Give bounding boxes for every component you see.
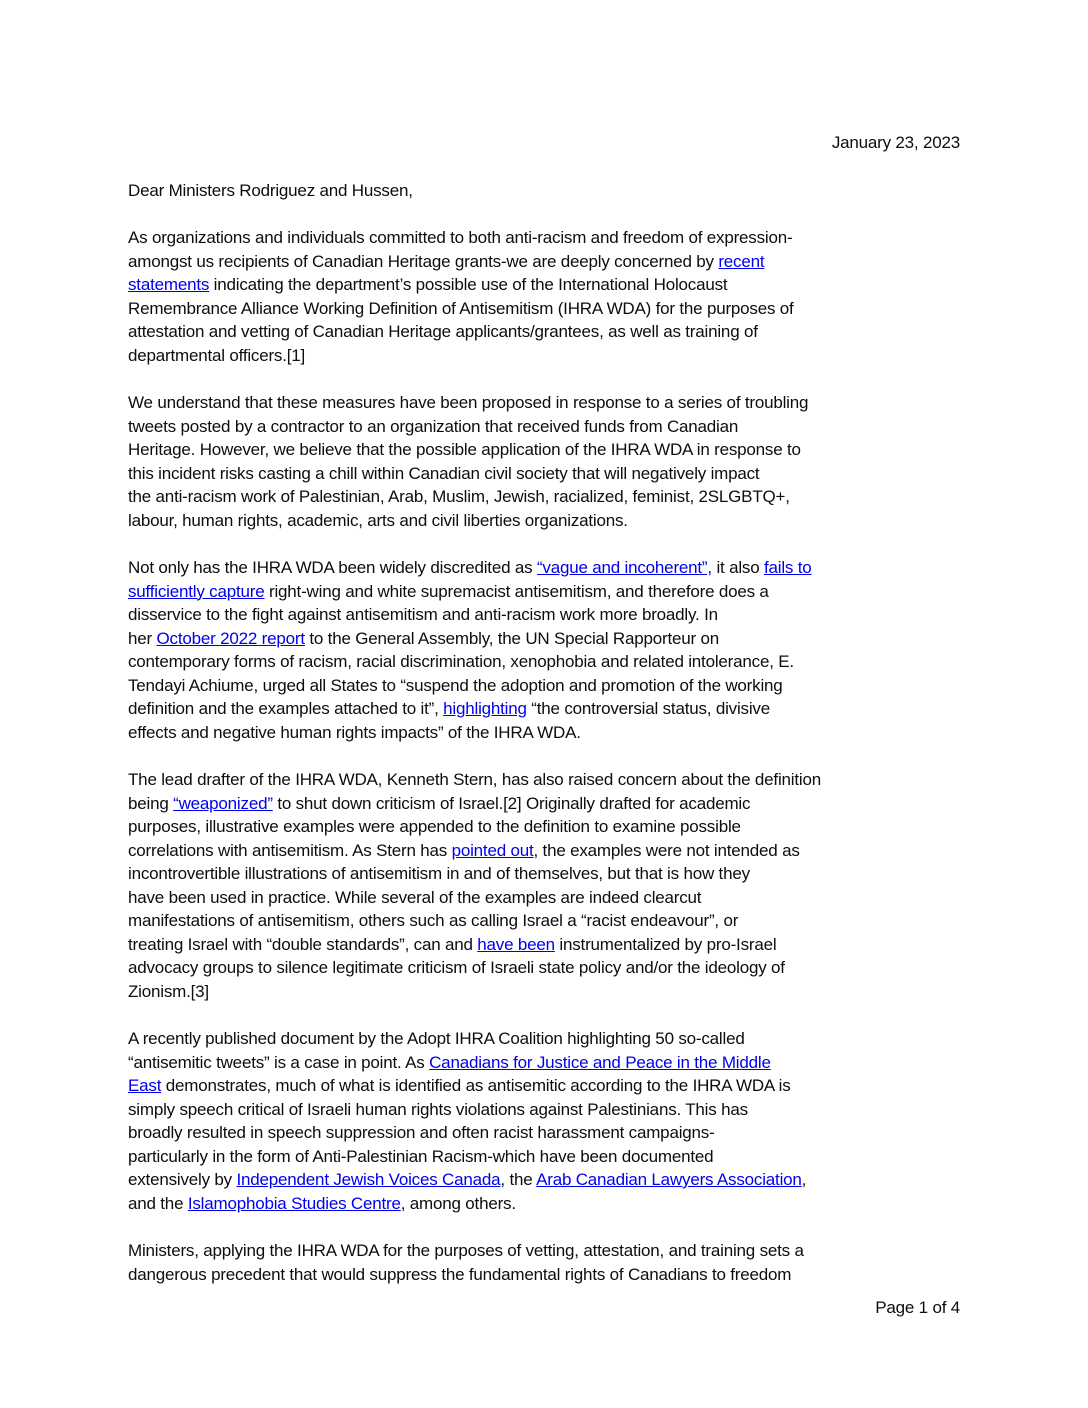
text-run: indicating the department’s possible use of the International Holocaust xyxy=(209,275,728,294)
paragraph xyxy=(128,226,960,367)
hyperlink[interactable]: statements xyxy=(128,275,210,294)
salutation: Dear Ministers Rodriguez and Hussen, xyxy=(128,180,413,200)
paragraph xyxy=(128,1027,960,1215)
text-run: Remembrance Alliance Working Definition of Antisemitism (IHRA WDA) for the purposes of xyxy=(128,298,794,318)
text-run: to shut down criticism of Israel.[2] Originally drafted for academic xyxy=(272,793,751,813)
text-run: particularly in the form of Anti-Palestinian Racism-which have been documented xyxy=(128,1146,714,1166)
hyperlink[interactable]: Islamophobia Studies Centre xyxy=(187,1193,401,1213)
text-run: have been used in practice. While several of the examples are indeed clearcut xyxy=(128,887,702,907)
text-run: right-wing and white supremacist antisemitism, and therefore does a xyxy=(264,581,769,601)
paragraph xyxy=(128,768,960,1003)
hyperlink[interactable]: highlighting xyxy=(443,699,527,718)
text-run: Tendayi Achiume, urged all States to “suspend the adoption and promotion of the working xyxy=(128,675,783,695)
page-number: Page 1 of 4 xyxy=(875,1298,960,1317)
paragraph xyxy=(128,1239,960,1286)
text-run: , among others. xyxy=(400,1193,516,1213)
text-run: Zionism.[3] xyxy=(128,981,209,1001)
text-run: We understand that these measures have been proposed in response to a series of troubling xyxy=(128,393,809,412)
text-run: it also xyxy=(711,558,764,577)
text-run: extensively by xyxy=(128,1170,237,1189)
hyperlink[interactable]: sufficiently capture xyxy=(128,581,265,601)
hyperlink[interactable]: October 2022 report xyxy=(156,628,305,648)
text-run: instrumentalized by pro-Israel xyxy=(554,934,777,954)
text-run: As organizations and individuals committed to both anti-racism and freedom of expression- xyxy=(128,228,793,247)
hyperlink[interactable]: fails to xyxy=(763,558,812,577)
text-run: treating Israel with “double standards”, can and xyxy=(128,934,478,954)
text-run: correlations with antisemitism. As Stern has xyxy=(128,840,452,860)
text-run: incontrovertible illustrations of antisemitism in and of themselves, but that is how they xyxy=(128,864,750,883)
text-run: Ministers, applying the IHRA WDA for the purposes of vetting, attestation, and training sets a xyxy=(128,1241,804,1260)
text-run: the anti-racism work of Palestinian, Arab, Muslim, Jewish, racialized, feminist, 2SLGBTQ+, xyxy=(128,487,790,506)
text-run: and the xyxy=(128,1193,188,1213)
text-run: to the General Assembly, the UN Special Rapporteur on xyxy=(304,628,719,648)
text-run: definition and the examples attached to it”, xyxy=(128,699,444,718)
text-run: simply speech critical of Israeli human rights violations against Palestinians. This has xyxy=(128,1099,748,1119)
text-run: her xyxy=(128,628,157,648)
text-run: A recently published document by the Adopt IHRA Coalition highlighting 50 so-called xyxy=(128,1029,745,1048)
text-run: advocacy groups to silence legitimate criticism of Israeli state policy and/or the ideology of xyxy=(128,958,785,977)
text-run: , the xyxy=(500,1170,537,1189)
text-run: dangerous precedent that would suppress the fundamental rights of Canadians to freedom xyxy=(128,1264,792,1284)
hyperlink[interactable]: Independent Jewish Voices Canada xyxy=(236,1170,501,1189)
text-run: manifestations of antisemitism, others such as calling Israel a “racist endeavour”, or xyxy=(128,911,739,930)
hyperlink[interactable]: pointed out xyxy=(451,840,534,860)
hyperlink[interactable]: “vague and incoherent”, xyxy=(536,558,712,577)
hyperlink[interactable]: recent xyxy=(718,251,765,271)
text-run: this incident risks casting a chill within Canadian civil society that will negatively impact xyxy=(128,463,760,483)
hyperlink[interactable]: East xyxy=(128,1076,162,1095)
text-run: contemporary forms of racism, racial discrimination, xenophobia and related intolerance, E. xyxy=(128,652,794,671)
text-run: “antisemitic tweets” is a case in point. As xyxy=(128,1052,430,1072)
text-run: Not only has the IHRA WDA been widely discredited as xyxy=(128,558,537,577)
text-run: Heritage. However, we believe that the possible application of the IHRA WDA in response to xyxy=(128,440,801,459)
letter-date: January 23, 2023 xyxy=(831,133,960,152)
text-run: demonstrates, much of what is identified as antisemitic according to the IHRA WDA is xyxy=(161,1076,791,1095)
text-run: amongst us recipients of Canadian Heritage grants-we are deeply concerned by xyxy=(128,251,719,271)
text-run: being xyxy=(128,793,174,813)
hyperlink[interactable]: have been xyxy=(477,934,555,954)
text-run: disservice to the fight against antisemitism and anti-racism work more broadly. In xyxy=(128,605,718,624)
hyperlink[interactable]: “weaponized” xyxy=(173,793,273,813)
hyperlink[interactable]: Arab Canadian Lawyers Association xyxy=(536,1170,802,1189)
text-run: , xyxy=(801,1170,807,1189)
text-run: attestation and vetting of Canadian Heritage applicants/grantees, as well as training of xyxy=(128,322,758,341)
text-run: labour, human rights, academic, arts and civil liberties organizations. xyxy=(128,510,628,530)
text-run: broadly resulted in speech suppression and often racist harassment campaigns- xyxy=(128,1123,715,1142)
text-run: The lead drafter of the IHRA WDA, Kenneth Stern, has also raised concern about the definition xyxy=(128,770,821,789)
text-run: departmental officers.[1] xyxy=(128,345,306,365)
paragraph xyxy=(128,391,960,532)
text-run: purposes, illustrative examples were appended to the definition to examine possible xyxy=(128,817,741,836)
text-run: “the controversial status, divisive xyxy=(526,699,770,718)
text-run: , the examples were not intended as xyxy=(533,840,800,860)
paragraph xyxy=(128,556,960,744)
hyperlink[interactable]: Canadians for Justice and Peace in the Middle xyxy=(429,1052,771,1072)
letter-body xyxy=(128,226,960,1286)
text-run: tweets posted by a contractor to an organization that received funds from Canadian xyxy=(128,416,739,436)
text-run: effects and negative human rights impacts” of the IHRA WDA. xyxy=(128,722,581,742)
